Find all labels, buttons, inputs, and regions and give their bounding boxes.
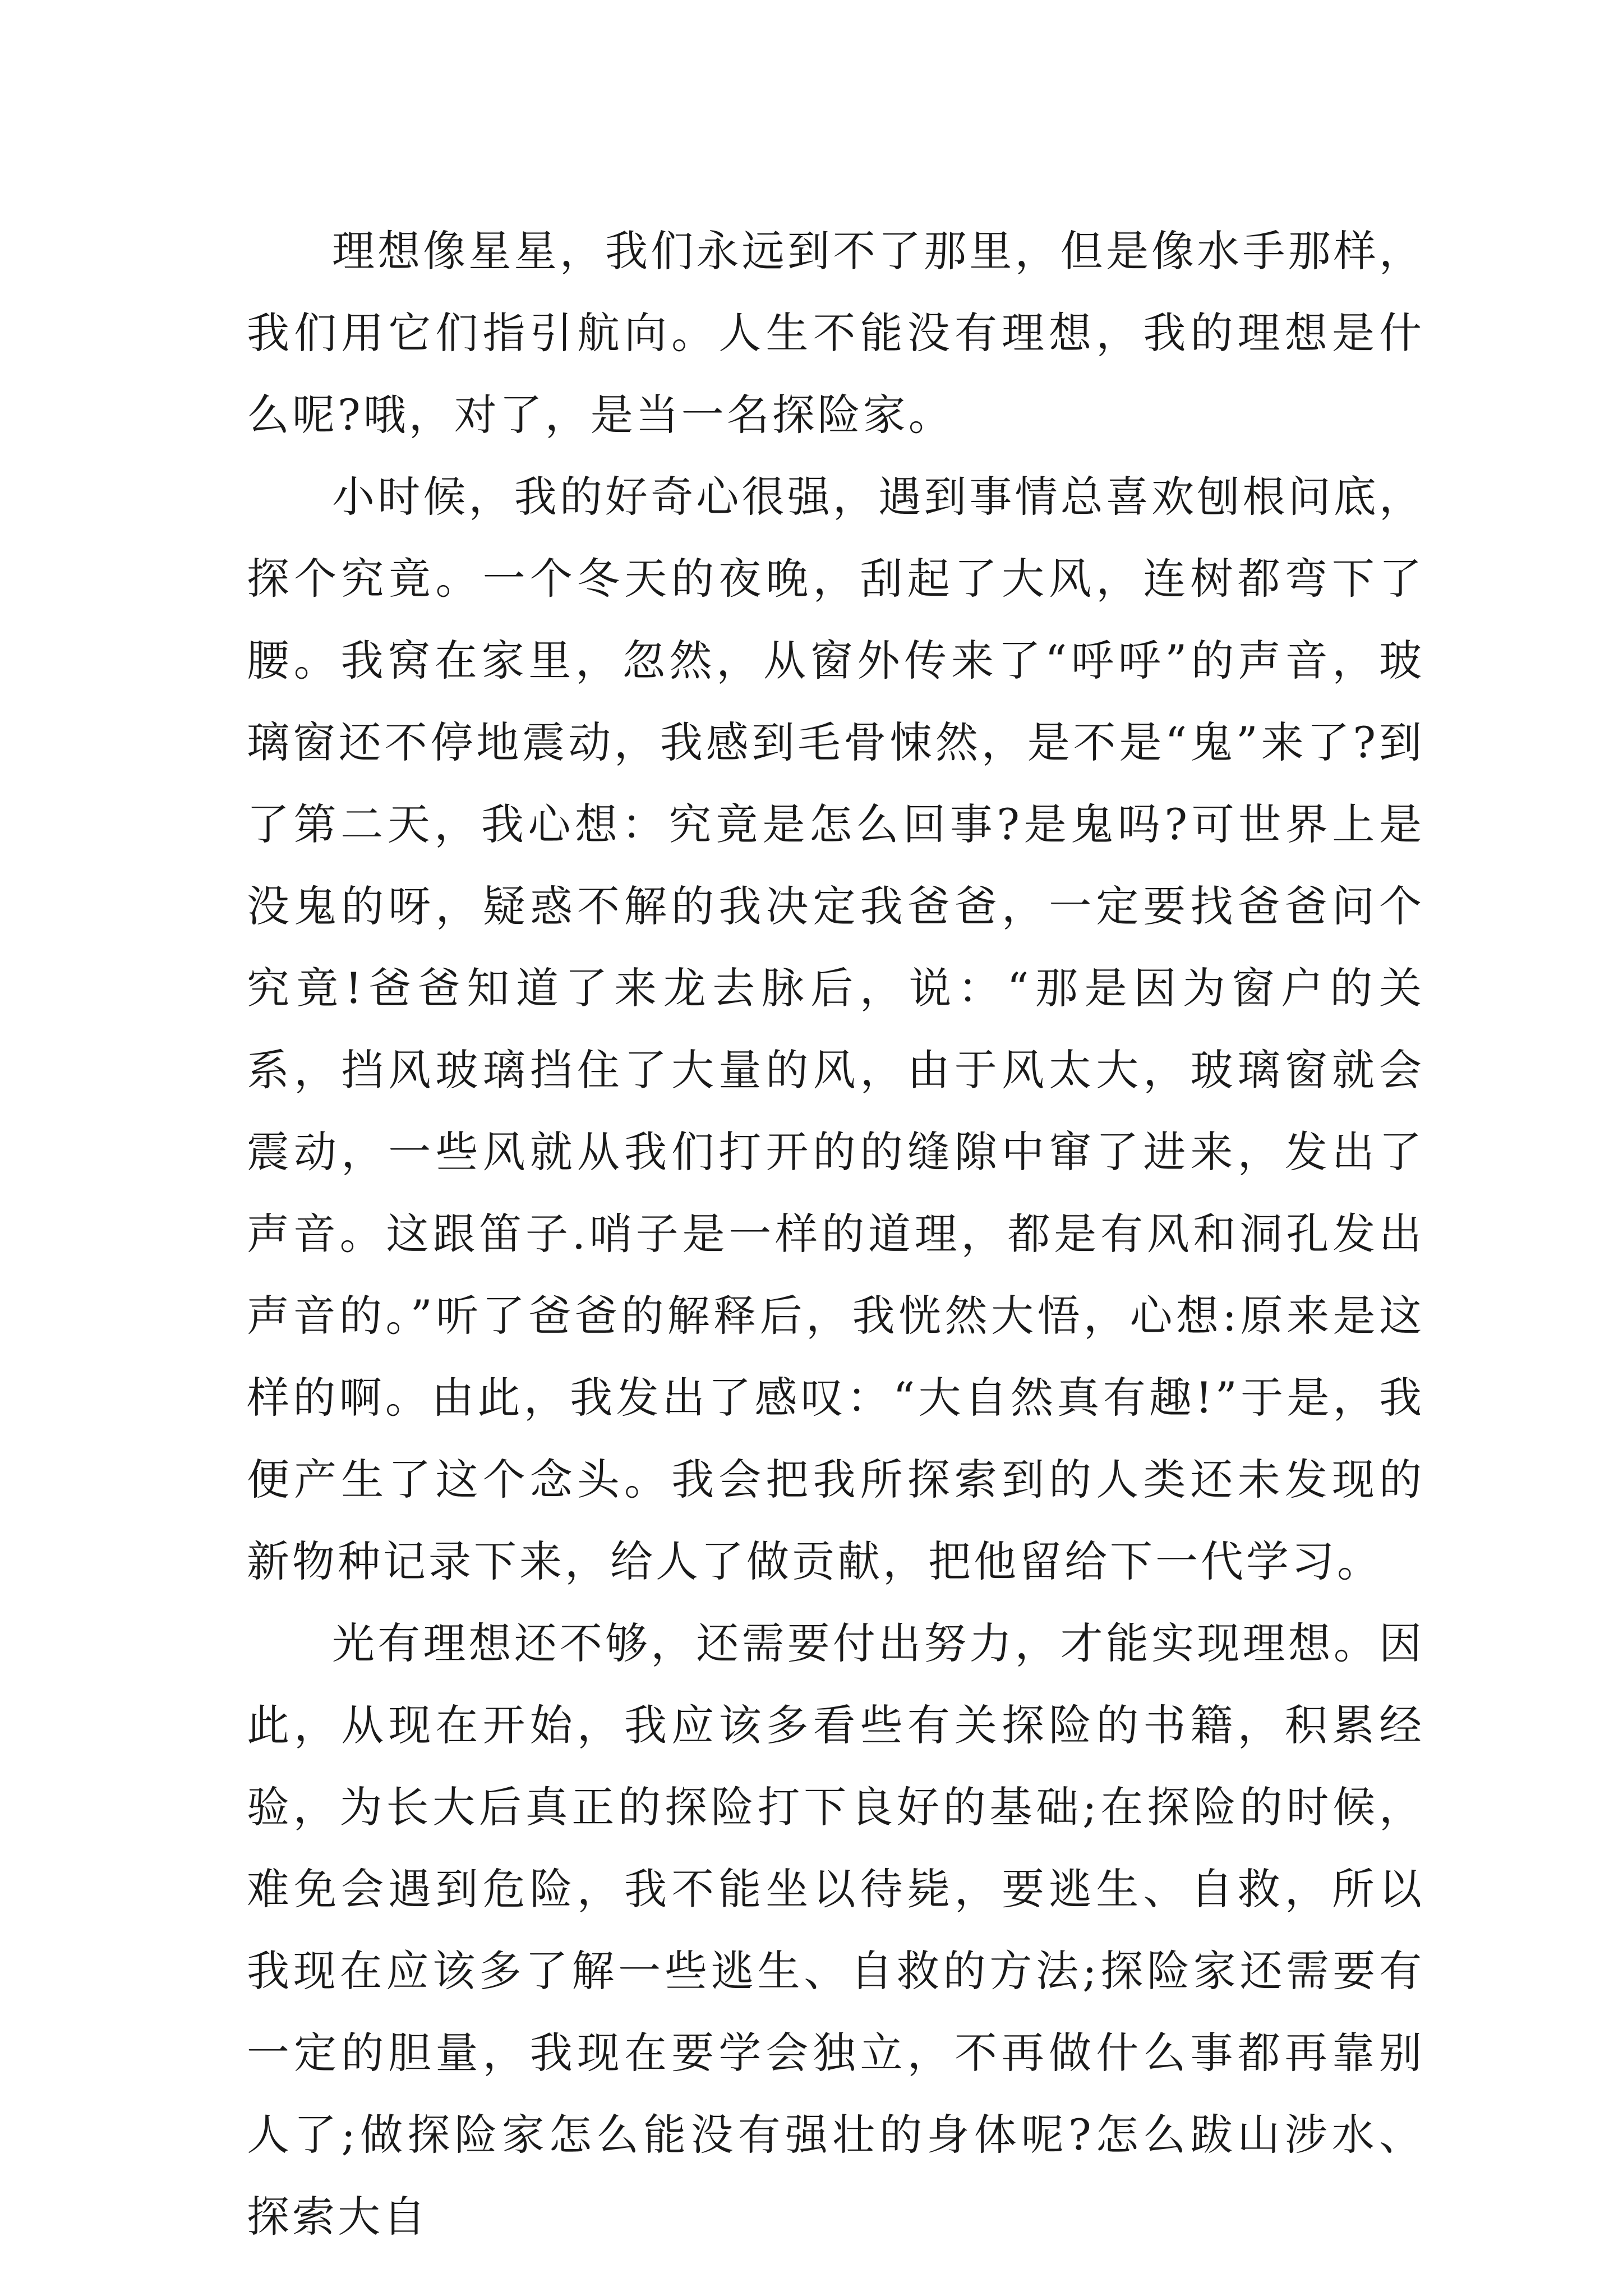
- document-body: [247, 210, 1424, 2258]
- paragraph-childhood-story: 小时候，我的好奇心很强，遇到事情总喜欢刨根问底，探个究竟。一个冬天的夜晚，刮起了大风，连树都弯下了腰。我窝在家里，忽然，从窗外传来了“呼呼”的声音，玻璃窗还不停地震动，我感到毛骨悚然，是不是“鬼”来了?到了第二天，我心想：究竟是怎么回事?是鬼吗?可世界上是没鬼的呀，疑惑不解的我决定我爸爸，一定要找爸爸问个究竟!爸爸知道了来龙去脉后，说：“那是因为窗户的关系，挡风玻璃挡住了大量的风，由于风太大，玻璃窗就会震动，一些风就从我们打开的的缝隙中窜了进来，发出了声音。这跟笛子.哨子是一样的道理，都是有风和洞孔发出声音的。”听了爸爸的解释后，我恍然大悟，心想:原来是这样的啊。由此，我发出了感叹：“大自然真有趣!”于是，我便产生了这个念头。我会把我所探索到的人类还未发现的新物种记录下来，给人了做贡献，把他留给下一代学习。: [247, 472, 1424, 1586]
- paragraph-effort: 光有理想还不够，还需要付出努力，才能实现理想。因此，从现在开始，我应该多看些有关探险的书籍，积累经验，为长大后真正的探险打下良好的基础;在探险的时候，难免会遇到危险，我不能坐以待毙，要逃生、自救，所以我现在应该多了解一些逃生、自救的方法;探险家还需要有一定的胆量，我现在要学会独立，不再做什么事都再靠别人了;做探险家怎么能没有强壮的身体呢?怎么跋山涉水、探索大自: [247, 1618, 1424, 2242]
- paragraph-ideal-intro: 理想像星星，我们永远到不了那里，但是像水手那样，我们用它们指引航向。人生不能没有理想，我的理想是什么呢?哦，对了，是当一名探险家。: [247, 226, 1424, 440]
